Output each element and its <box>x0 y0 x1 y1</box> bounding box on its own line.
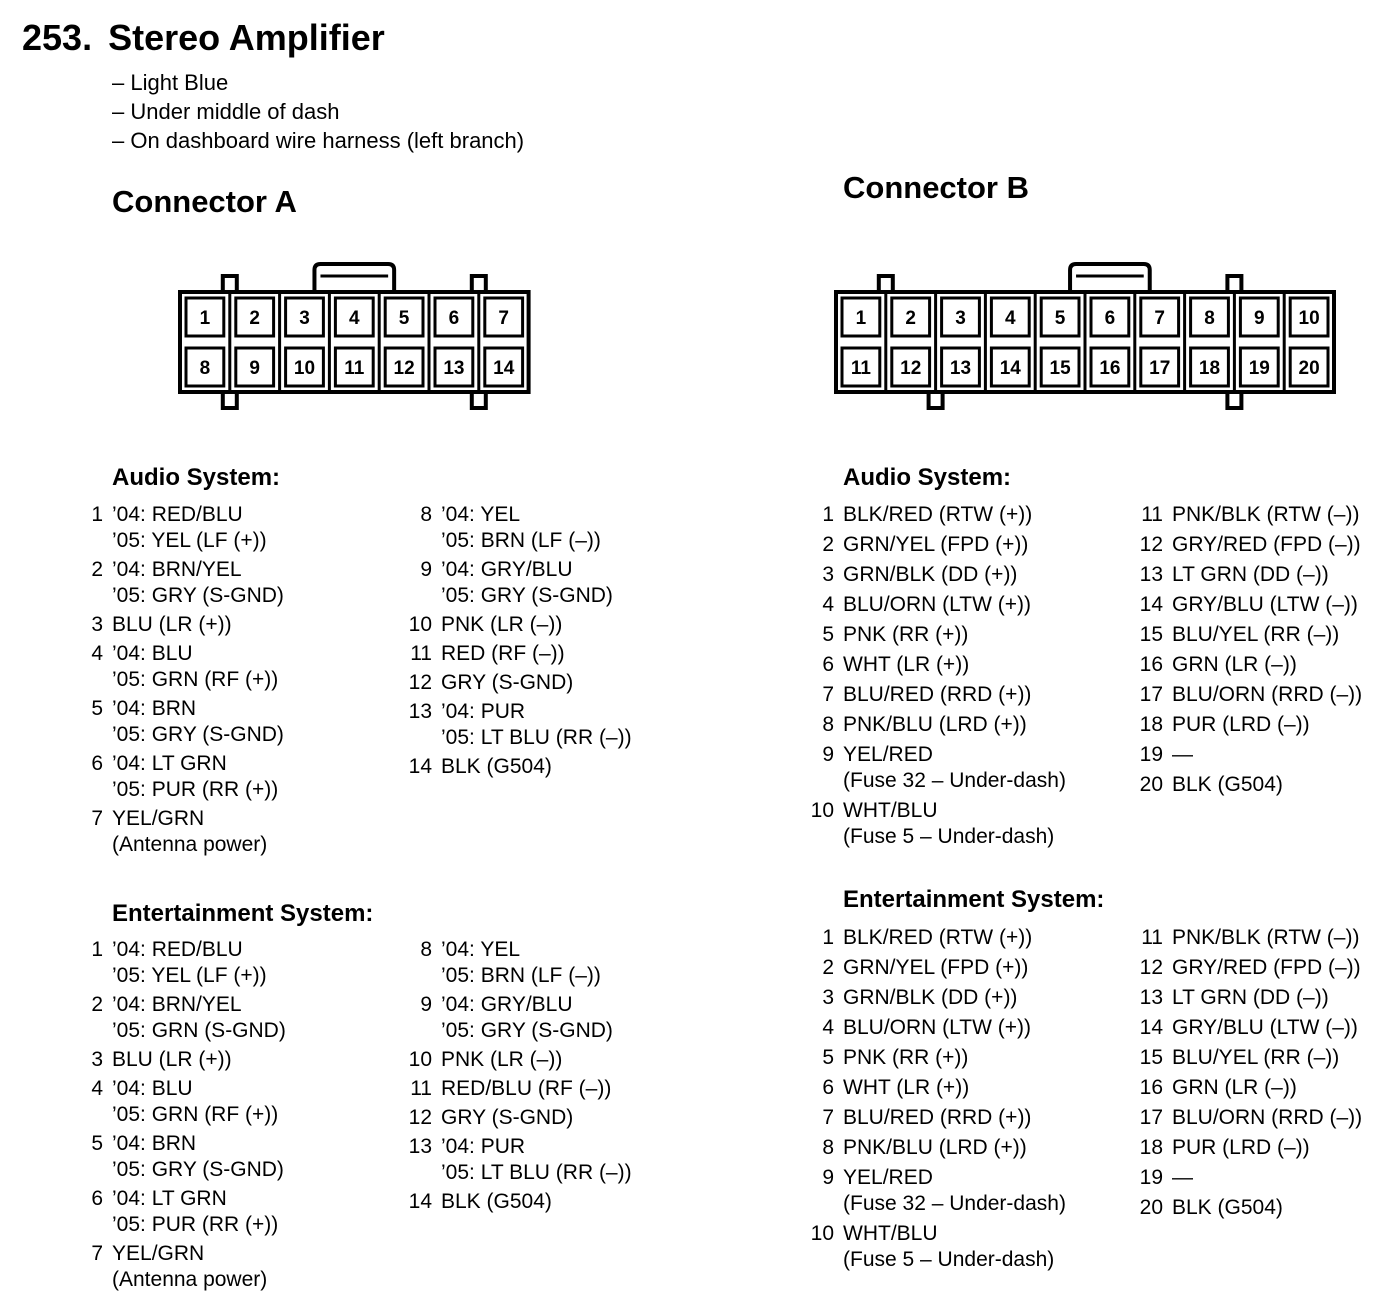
pin-description: BLU (LR (+)) <box>112 613 232 636</box>
pin-number: 6 <box>822 653 834 676</box>
pin-description: BLK (G504) <box>441 755 552 778</box>
pin-entry <box>1141 925 1362 951</box>
pin-number: 3 <box>822 986 834 1009</box>
pin-number: 4 <box>822 1016 834 1039</box>
pin-entry <box>420 992 632 1044</box>
pin-entry <box>408 1189 632 1215</box>
pin-description: GRN/YEL (FPD (+)) <box>843 956 1029 979</box>
pin-description: BLK (G504) <box>1172 1196 1283 1219</box>
pin-description: ’05: GRN (RF (+)) <box>112 1103 279 1126</box>
pin-description: BLU/ORN (RRD (–)) <box>1172 1106 1363 1129</box>
connector-b-face <box>826 258 1346 418</box>
pin-description: ’04: YEL <box>441 503 521 526</box>
connector-pin-number: 1 <box>855 308 867 329</box>
page-title: Stereo Amplifier <box>108 17 385 58</box>
pin-entry <box>1139 1015 1362 1041</box>
pin-entry <box>1141 502 1362 528</box>
pin-description: PNK/BLK (RTW (–)) <box>1172 926 1360 949</box>
connector-pin-number: 13 <box>949 358 972 379</box>
connector-a-entertainment-col1 <box>91 937 286 1296</box>
pin-entry <box>1139 622 1362 648</box>
pin-description: ’05: PUR (RR (+)) <box>112 778 279 801</box>
pin-description: GRY/RED (FPD (–)) <box>1172 533 1361 556</box>
pin-description: BLK (G504) <box>1172 773 1283 796</box>
pin-description: WHT (LR (+)) <box>843 653 970 676</box>
location-position: – Under middle of dash <box>112 99 340 124</box>
pin-entry <box>91 696 284 748</box>
pin-number: 17 <box>1139 1106 1163 1129</box>
pin-entry <box>1139 1045 1362 1071</box>
pin-description: PNK/BLU (LRD (+)) <box>843 1136 1027 1159</box>
pin-entry <box>408 1105 632 1131</box>
pin-description: ’04: BRN <box>112 697 197 720</box>
connector-pin-number: 7 <box>1154 308 1165 329</box>
pin-entry <box>822 742 1066 794</box>
pin-description: PNK/BLK (RTW (–)) <box>1172 503 1360 526</box>
pin-entry <box>822 1105 1066 1131</box>
pin-description: YEL/GRN <box>112 1242 205 1265</box>
pin-entry <box>408 1134 632 1186</box>
connector-pin-number: 13 <box>443 358 465 379</box>
connector-pin-number: 14 <box>999 358 1021 379</box>
pin-entry <box>408 754 632 780</box>
pin-number: 8 <box>822 1136 834 1159</box>
pin-entry <box>91 806 284 858</box>
connector-pin-number: 4 <box>1005 308 1016 329</box>
pin-entry <box>1139 1165 1362 1191</box>
pin-entry <box>410 641 632 667</box>
pin-number: 4 <box>91 642 103 665</box>
pin-description: YEL/RED <box>843 743 933 766</box>
connector-pin-number: 2 <box>905 308 916 329</box>
pin-number: 10 <box>810 799 834 822</box>
pin-entry <box>91 1047 286 1073</box>
pin-description: RED (RF (–)) <box>441 642 565 665</box>
pin-description: PNK/BLU (LRD (+)) <box>843 713 1027 736</box>
pin-entry <box>91 1241 286 1293</box>
pin-entry <box>822 682 1066 708</box>
pin-number: 1 <box>822 503 834 526</box>
pin-entry <box>822 592 1066 618</box>
connector-pin-number: 17 <box>1149 358 1171 379</box>
pin-description: ’05: GRY (S-GND) <box>441 1019 613 1042</box>
pin-description: PNK (RR (+)) <box>843 623 969 646</box>
pin-entry <box>408 699 632 751</box>
pin-number: 1 <box>91 938 103 961</box>
pin-description: YEL/RED <box>843 1166 933 1189</box>
connector-pin-number: 6 <box>1104 308 1116 329</box>
pin-number: 4 <box>822 593 834 616</box>
pin-description: GRN/BLK (DD (+)) <box>843 563 1018 586</box>
pin-entry <box>1139 712 1362 738</box>
pin-entry <box>822 562 1066 588</box>
pin-entry <box>91 1186 286 1238</box>
pin-description: ’04: YEL <box>441 938 521 961</box>
connector-pin-number: 11 <box>344 358 365 379</box>
pin-description: ’05: GRY (S-GND) <box>112 584 284 607</box>
connector-guide-post <box>1227 276 1241 292</box>
connector-b-audio-col2 <box>1139 502 1363 802</box>
pin-description: (Antenna power) <box>112 833 268 856</box>
connector-pin-number: 15 <box>1049 358 1071 379</box>
pin-description: ’04: BLU <box>112 1077 193 1100</box>
pin-number: 7 <box>91 807 103 830</box>
pin-description: ’05: LT BLU (RR (–)) <box>441 1161 632 1184</box>
pin-description: PUR (LRD (–)) <box>1172 1136 1310 1159</box>
pin-number: 5 <box>822 623 834 646</box>
connector-pin-number: 11 <box>850 358 871 379</box>
connector-pin-number: 20 <box>1298 358 1320 379</box>
pin-entry <box>822 712 1066 738</box>
pin-number: 3 <box>91 613 103 636</box>
pin-number: 13 <box>408 700 432 723</box>
pin-number: 8 <box>420 938 432 961</box>
pin-entry <box>822 1135 1066 1161</box>
pin-entry <box>1139 955 1362 981</box>
pin-description: WHT/BLU <box>843 1222 938 1245</box>
pin-description: PNK (LR (–)) <box>441 613 563 636</box>
pin-description: ’05: BRN (LF (–)) <box>441 964 601 987</box>
pin-number: 2 <box>91 993 103 1016</box>
pin-description: WHT (LR (+)) <box>843 1076 970 1099</box>
pin-entry <box>1139 1195 1362 1221</box>
pin-description: ’05: YEL (LF (+)) <box>112 964 267 987</box>
pin-number: 14 <box>408 1190 432 1213</box>
pin-description: ’04: BRN/YEL <box>112 993 242 1016</box>
pin-entry <box>1139 682 1363 708</box>
connector-b-title: Connector B <box>843 170 1029 205</box>
pin-number: 2 <box>822 533 834 556</box>
pin-entry <box>1139 742 1362 768</box>
connector-guide-post <box>223 392 237 408</box>
pin-description: ’05: GRY (S-GND) <box>112 1158 284 1181</box>
connector-lock-tab <box>314 264 394 292</box>
pin-entry <box>822 925 1066 951</box>
pin-description: BLK (G504) <box>441 1190 552 1213</box>
pin-description: ’05: GRY (S-GND) <box>441 584 613 607</box>
pin-description: — <box>1172 1166 1193 1189</box>
connector-guide-post <box>472 392 486 408</box>
pin-description: BLU/ORN (LTW (+)) <box>843 593 1032 616</box>
pin-number: 8 <box>420 503 432 526</box>
pin-entry <box>91 992 286 1044</box>
pin-description: ’04: LT GRN <box>112 1187 227 1210</box>
pin-description: BLK/RED (RTW (+)) <box>843 503 1033 526</box>
pin-number: 11 <box>410 642 432 665</box>
pin-entry <box>822 985 1066 1011</box>
pin-number: 14 <box>1139 593 1163 616</box>
pin-entry <box>420 502 632 554</box>
pin-number: 14 <box>1139 1016 1163 1039</box>
pin-number: 9 <box>420 993 432 1016</box>
pin-number: 3 <box>822 563 834 586</box>
connector-lock-tab <box>1070 264 1150 292</box>
pin-number: 13 <box>408 1135 432 1158</box>
connector-pin-number: 14 <box>493 358 515 379</box>
pin-number: 7 <box>822 683 834 706</box>
pin-description: ’04: GRY/BLU <box>441 558 573 581</box>
pin-number: 16 <box>1139 1076 1163 1099</box>
pin-description: WHT/BLU <box>843 799 938 822</box>
pin-entry <box>420 557 632 609</box>
pin-number: 6 <box>91 752 103 775</box>
connector-pin-number: 4 <box>349 308 360 329</box>
pin-entry <box>408 670 632 696</box>
pin-description: LT GRN (DD (–)) <box>1172 986 1329 1009</box>
connector-pin-number: 8 <box>1204 308 1215 329</box>
pin-number: 12 <box>408 671 432 694</box>
pin-entry <box>91 557 284 609</box>
pin-entry <box>822 1075 1066 1101</box>
connector-a-title: Connector A <box>112 184 297 219</box>
pin-description: ’04: BLU <box>112 642 193 665</box>
pin-description: BLU/RED (RRD (+)) <box>843 683 1032 706</box>
pin-description: BLU/YEL (RR (–)) <box>1172 623 1340 646</box>
connector-pin-number: 12 <box>393 358 415 379</box>
pin-description: PNK (RR (+)) <box>843 1046 969 1069</box>
pin-entry <box>1139 1135 1362 1161</box>
connector-pin-number: 12 <box>900 358 922 379</box>
pin-entry <box>1139 772 1362 798</box>
pin-number: 18 <box>1139 713 1163 736</box>
connector-b-entertainment-col2 <box>1139 925 1363 1225</box>
pin-number: 7 <box>91 1242 103 1265</box>
pin-number: 1 <box>91 503 103 526</box>
connector-b-audio-col1 <box>810 502 1066 854</box>
pin-description: GRY/BLU (LTW (–)) <box>1172 593 1358 616</box>
pin-description: ’05: GRY (S-GND) <box>112 723 284 746</box>
pin-number: 3 <box>91 1048 103 1071</box>
connector-a-audio-col1 <box>91 502 284 861</box>
pin-description: BLU/ORN (RRD (–)) <box>1172 683 1363 706</box>
connector-pin-number: 5 <box>398 308 410 329</box>
pin-entry <box>1139 1105 1363 1131</box>
pin-entry <box>91 751 284 803</box>
connector-b-entertainment-col1 <box>810 925 1066 1277</box>
pin-description: ’04: PUR <box>441 700 526 723</box>
pin-entry <box>822 652 1066 678</box>
pin-description: BLU/RED (RRD (+)) <box>843 1106 1032 1129</box>
pin-number: 12 <box>408 1106 432 1129</box>
pin-description: ’05: PUR (RR (+)) <box>112 1213 279 1236</box>
pin-description: BLK/RED (RTW (+)) <box>843 926 1033 949</box>
connector-pin-number: 2 <box>249 308 260 329</box>
connector-a-entertainment-col2 <box>408 937 632 1218</box>
pin-description: ’04: GRY/BLU <box>441 993 573 1016</box>
pin-description: GRN/BLK (DD (+)) <box>843 986 1018 1009</box>
pin-description: GRY/BLU (LTW (–)) <box>1172 1016 1358 1039</box>
pin-description: (Antenna power) <box>112 1268 268 1291</box>
page-heading <box>22 17 385 58</box>
pin-entry <box>91 612 284 638</box>
pin-description: GRY/RED (FPD (–)) <box>1172 956 1361 979</box>
pin-number: 11 <box>1141 503 1163 526</box>
pin-number: 5 <box>822 1046 834 1069</box>
pin-description: BLU (LR (+)) <box>112 1048 232 1071</box>
connector-a-audio-title: Audio System: <box>112 464 281 491</box>
pin-number: 6 <box>822 1076 834 1099</box>
pin-description: YEL/GRN <box>112 807 205 830</box>
connector-guide-post <box>472 276 486 292</box>
pin-entry <box>91 1076 286 1128</box>
pin-description: GRY (S-GND) <box>441 1106 574 1129</box>
pin-description: ’04: LT GRN <box>112 752 227 775</box>
pin-entry <box>91 641 284 693</box>
connector-guide-post <box>929 392 943 408</box>
location-notes <box>112 68 524 155</box>
pin-number: 5 <box>91 1132 103 1155</box>
connector-pin-number: 16 <box>1099 358 1121 379</box>
pin-entry <box>822 955 1066 981</box>
pin-number: 18 <box>1139 1136 1163 1159</box>
pin-number: 10 <box>810 1222 834 1245</box>
connector-a-entertainment-title: Entertainment System: <box>112 900 374 927</box>
pin-number: 9 <box>822 743 834 766</box>
pin-description: (Fuse 5 – Under-dash) <box>843 1248 1055 1271</box>
pin-description: BLU/ORN (LTW (+)) <box>843 1016 1032 1039</box>
pin-entry <box>1139 1075 1362 1101</box>
pin-number: 9 <box>822 1166 834 1189</box>
pin-number: 20 <box>1139 1196 1163 1219</box>
pin-description: GRY (S-GND) <box>441 671 574 694</box>
pin-entry <box>822 1045 1066 1071</box>
pin-description: ’05: BRN (LF (–)) <box>441 529 601 552</box>
pin-entry <box>1139 532 1362 558</box>
pin-description: ’05: YEL (LF (+)) <box>112 529 267 552</box>
pin-number: 12 <box>1139 533 1163 556</box>
pin-number: 16 <box>1139 653 1163 676</box>
pin-description: PUR (LRD (–)) <box>1172 713 1310 736</box>
pin-number: 10 <box>408 1048 432 1071</box>
pin-number: 13 <box>1139 563 1163 586</box>
pin-number: 19 <box>1139 1166 1163 1189</box>
pin-description: — <box>1172 743 1193 766</box>
pin-description: ’04: BRN/YEL <box>112 558 242 581</box>
pin-description: ’04: RED/BLU <box>112 503 243 526</box>
pin-number: 8 <box>822 713 834 736</box>
pin-entry <box>1139 985 1362 1011</box>
pin-entry <box>1139 562 1362 588</box>
connector-a-face <box>170 258 542 418</box>
connector-pin-number: 1 <box>199 308 211 329</box>
connector-pin-number: 9 <box>249 358 260 379</box>
pin-entry <box>408 1047 632 1073</box>
location-harness: – On dashboard wire harness (left branch) <box>112 128 525 153</box>
pin-number: 14 <box>408 755 432 778</box>
connector-pin-number: 3 <box>955 308 966 329</box>
connector-pin-number: 6 <box>448 308 460 329</box>
pin-number: 17 <box>1139 683 1163 706</box>
pin-entry <box>408 612 632 638</box>
pin-entry <box>1139 592 1362 618</box>
pin-number: 12 <box>1139 956 1163 979</box>
pin-description: RED/BLU (RF (–)) <box>441 1077 612 1100</box>
pin-description: ’04: BRN <box>112 1132 197 1155</box>
connector-guide-post <box>879 276 893 292</box>
connector-pin-number: 10 <box>1298 308 1320 329</box>
pin-entry <box>91 937 286 989</box>
connector-b-audio-title: Audio System: <box>843 464 1012 491</box>
pin-entry <box>91 502 284 554</box>
pin-description: ’04: PUR <box>441 1135 526 1158</box>
section-number: 253. <box>22 17 93 58</box>
pin-number: 5 <box>91 697 103 720</box>
connector-a-audio-col2 <box>408 502 632 783</box>
pin-description: GRN (LR (–)) <box>1172 653 1297 676</box>
pin-entry <box>822 502 1066 528</box>
connector-b-entertainment-title: Entertainment System: <box>843 886 1105 913</box>
connector-pin-number: 5 <box>1054 308 1066 329</box>
location-color: – Light Blue <box>112 70 229 95</box>
pin-number: 2 <box>91 558 103 581</box>
pin-entry <box>91 1131 286 1183</box>
pin-description: (Fuse 5 – Under-dash) <box>843 825 1055 848</box>
pin-entry <box>822 1165 1066 1217</box>
pin-description: ’05: LT BLU (RR (–)) <box>441 726 632 749</box>
pin-number: 11 <box>410 1077 432 1100</box>
pin-entry <box>822 1015 1066 1041</box>
pin-description: PNK (LR (–)) <box>441 1048 563 1071</box>
pin-entry <box>420 937 632 989</box>
pin-entry <box>822 532 1066 558</box>
pin-description: ’05: GRN (RF (+)) <box>112 668 279 691</box>
pin-entry <box>1139 652 1362 678</box>
pin-entry <box>810 798 1066 850</box>
connector-pin-number: 3 <box>299 308 310 329</box>
pin-description: LT GRN (DD (–)) <box>1172 563 1329 586</box>
connector-guide-post <box>223 276 237 292</box>
connector-pin-number: 10 <box>293 358 316 379</box>
pin-description: ’04: RED/BLU <box>112 938 243 961</box>
pin-number: 6 <box>91 1187 103 1210</box>
connector-pin-number: 19 <box>1248 358 1270 379</box>
pin-number: 15 <box>1139 623 1163 646</box>
pin-number: 9 <box>420 558 432 581</box>
connector-pin-number: 18 <box>1198 358 1221 379</box>
pin-description: GRN/YEL (FPD (+)) <box>843 533 1029 556</box>
connector-pin-number: 7 <box>498 308 509 329</box>
pin-entry <box>810 1221 1066 1273</box>
connector-guide-post <box>1227 392 1241 408</box>
pin-number: 1 <box>822 926 834 949</box>
connector-pin-number: 8 <box>199 358 211 379</box>
pin-number: 2 <box>822 956 834 979</box>
pin-entry <box>410 1076 632 1102</box>
pin-description: (Fuse 32 – Under-dash) <box>843 1192 1066 1215</box>
pin-number: 10 <box>408 613 432 636</box>
pin-description: (Fuse 32 – Under-dash) <box>843 769 1066 792</box>
pin-description: BLU/YEL (RR (–)) <box>1172 1046 1340 1069</box>
pin-description: ’05: GRN (S-GND) <box>112 1019 286 1042</box>
pin-number: 15 <box>1139 1046 1163 1069</box>
pin-number: 13 <box>1139 986 1163 1009</box>
pin-description: GRN (LR (–)) <box>1172 1076 1297 1099</box>
pin-entry <box>822 622 1066 648</box>
pin-number: 20 <box>1139 773 1163 796</box>
pin-number: 4 <box>91 1077 103 1100</box>
connector-pin-number: 9 <box>1254 308 1265 329</box>
pin-number: 11 <box>1141 926 1163 949</box>
pin-number: 19 <box>1139 743 1163 766</box>
pin-number: 7 <box>822 1106 834 1129</box>
